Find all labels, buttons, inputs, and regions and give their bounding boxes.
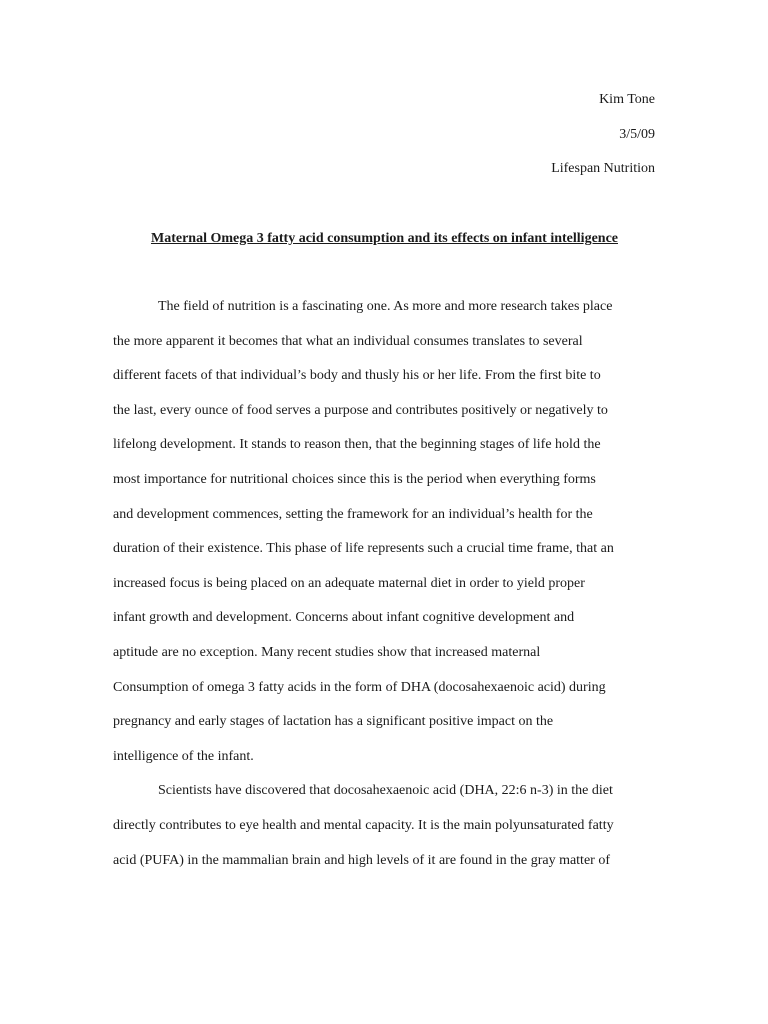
paragraph-line: Scientists have discovered that docosahexaenoic acid (DHA, 22:6 n-3) in the diet <box>158 783 613 799</box>
paragraph-line: infant growth and development. Concerns about infant cognitive development and <box>113 610 575 626</box>
paragraph-line: acid (PUFA) in the mammalian brain and high levels of it are found in the gray matter of <box>113 852 610 868</box>
body-text <box>113 297 656 885</box>
paragraph-line: most importance for nutritional choices since this is the period when everything forms <box>113 471 596 487</box>
paragraph-line: Consumption of omega 3 fatty acids in the form of DHA (docosahexaenoic acid) during <box>113 679 606 695</box>
paragraph-line: aptitude are no exception. Many recent studies show that increased maternal <box>113 644 541 660</box>
paragraph-line: duration of their existence. This phase of life represents such a crucial time frame, that an <box>113 541 614 557</box>
paragraph-line: lifelong development. It stands to reason then, that the beginning stages of life hold the <box>113 437 601 453</box>
paragraph-line: increased focus is being placed on an adequate maternal diet in order to yield proper <box>113 575 585 591</box>
document-date: 3/5/09 <box>619 126 655 142</box>
document-title: Maternal Omega 3 fatty acid consumption and its effects on infant intelligence <box>150 231 618 246</box>
header-block <box>551 90 655 194</box>
paragraph-line: different facets of that individual’s body and thusly his or her life. From the first bite to <box>113 368 601 384</box>
paragraph-line: directly contributes to eye health and mental capacity. It is the main polyunsaturated fatty <box>113 817 614 833</box>
course-name: Lifespan Nutrition <box>551 161 655 176</box>
paragraph-line: The field of nutrition is a fascinating one. As more and more research takes place <box>158 299 613 314</box>
paragraph-line: and development commences, setting the framework for an individual’s health for the <box>113 506 593 522</box>
paragraph-line: intelligence of the infant. <box>113 748 254 764</box>
paragraph-line: pregnancy and early stages of lactation has a significant positive impact on the <box>113 714 554 730</box>
paragraph-line: the more apparent it becomes that what an individual consumes translates to several <box>113 333 583 349</box>
paragraph-line: the last, every ounce of food serves a purpose and contributes positively or negatively to <box>113 402 608 418</box>
author-name: Kim Tone <box>599 92 655 107</box>
